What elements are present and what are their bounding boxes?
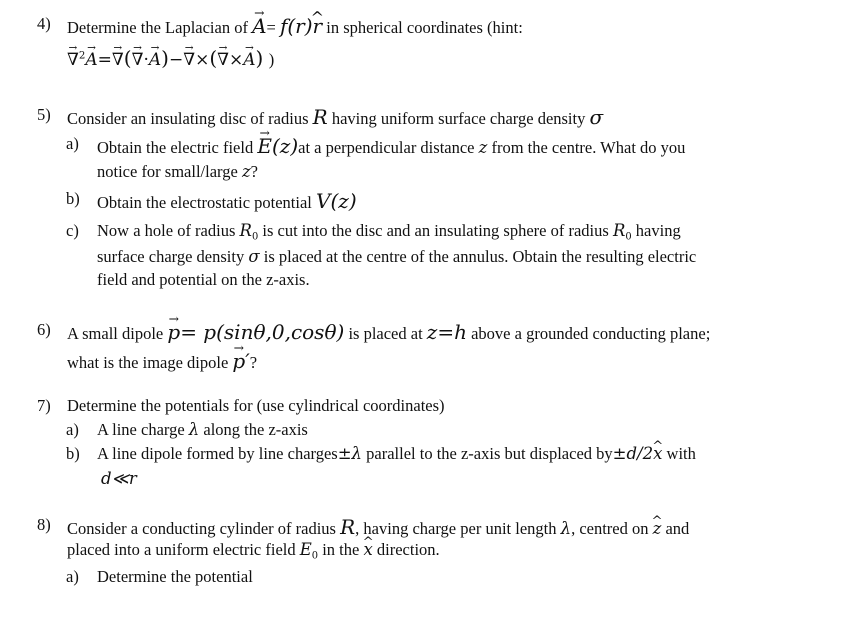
math-z: z (478, 138, 488, 157)
problem-7-line-1: Determine the potentials for (use cylindrical coordinates) (67, 396, 445, 415)
math-plus-minus-lambda: ±λ (337, 444, 363, 463)
problem-8-text-b: , having charge per unit length (355, 519, 557, 538)
problem-7b-text-1: A line dipole formed by line charges (97, 444, 338, 463)
problem-6-line-2-end: ? (249, 353, 258, 372)
problem-5b-line-1 (97, 189, 357, 213)
math-z-equals-h: z=h (426, 320, 467, 344)
math-R0: $R_0$ (239, 221, 259, 243)
problem-6-number: 6) (37, 320, 51, 339)
math-sigma: σ (589, 105, 604, 129)
math-sigma: σ (248, 247, 260, 266)
problem-7b-text-3: with (666, 444, 696, 463)
problem-6-text-after: above a grounded conducting plane; (471, 324, 711, 343)
problem-7b-text-2: parallel to the z-axis but displaced by (366, 444, 613, 463)
problem-8a-label: a) (66, 567, 79, 586)
problem-5-text: Consider an insulating disc of radius (67, 109, 309, 128)
problem-7a-text-1: A line charge (97, 420, 185, 439)
math-E-of-z: → E(z) (257, 134, 298, 158)
problem-5c-line-1 (97, 221, 681, 242)
math-z-hat: ^ z (653, 519, 662, 538)
problem-6-line-2-text: what is the image dipole (67, 353, 229, 372)
math-lambda: λ (560, 519, 572, 538)
problem-4-text: Determine the Laplacian of (67, 18, 248, 37)
math-R0: $R_0$ (612, 221, 632, 243)
problem-8a-line-1: Determine the potential (97, 567, 253, 586)
problem-8-text-c: , centred on (571, 519, 649, 538)
problem-7a-label: a) (66, 420, 79, 439)
math-V-of-z: V(z) (316, 189, 357, 213)
problem-5b-label: b) (66, 189, 80, 208)
math-p-prime: → p′ (232, 349, 249, 373)
problem-5a-line-2 (97, 162, 258, 182)
problem-5-line-1 (67, 105, 603, 129)
math-d-much-less-r: d≪r (101, 469, 137, 488)
math-vector-laplacian-identity: → ∇$^2$→ A=→ ∇(→ ∇·→ A)−→ ∇×(→ ∇×→ A) (67, 50, 269, 70)
problem-5c-line-2-text-b: is placed at the centre of the annulus. Obtain the resulting electric (263, 247, 697, 266)
problem-5c-line-3: field and potential on the z-axis. (97, 270, 310, 289)
problem-5a-line-1 (97, 134, 685, 158)
problem-8-text-d: and (665, 519, 690, 538)
problem-8-line-2 (67, 540, 440, 561)
math-displacement: ±d/2^ x (613, 444, 663, 463)
problem-5a-line-2-text: notice for small/large (97, 162, 238, 181)
problem-8-line-1 (67, 515, 689, 539)
problem-5c-line-2-text: surface charge density (97, 247, 245, 266)
math-x-hat: ^ x (363, 540, 372, 559)
problem-8-text: Consider a conducting cylinder of radius (67, 519, 336, 538)
problem-5-number: 5) (37, 105, 51, 124)
problem-5a-text-1: Obtain the electric field (97, 138, 254, 157)
problem-5c-label: c) (66, 221, 79, 240)
problem-5a-text-2: at a perpendicular distance (298, 138, 475, 157)
problem-5c-text-2: is cut into the disc and an insulating sphere of radius (262, 221, 609, 240)
math-R: R (312, 105, 328, 129)
problem-8-line-2-c: direction. (376, 540, 440, 559)
problem-4-hint-equation (67, 46, 274, 70)
problem-6-line-1 (67, 320, 710, 344)
problem-6-line-2 (67, 349, 257, 373)
problem-7a-text-2: along the z-axis (203, 420, 308, 439)
problem-6-text: A small dipole (67, 324, 164, 343)
problem-5c-line-2 (97, 247, 696, 267)
problem-5c-text-3: having (635, 221, 681, 240)
problem-7b-line-2 (97, 469, 137, 489)
math-lambda: λ (188, 420, 200, 439)
problem-6-text-mid: is placed at (348, 324, 423, 343)
problem-7b-label: b) (66, 444, 80, 463)
problem-4-text-after: in spherical coordinates (hint: (326, 18, 523, 37)
problem-5-text-after: having uniform surface charge density (331, 109, 586, 128)
math-R: R (340, 515, 356, 539)
math-E0: $E_0$ (299, 540, 319, 562)
problem-5c-text-1: Now a hole of radius (97, 221, 236, 240)
problem-5a-label: a) (66, 134, 79, 153)
problem-7a-line-1 (97, 420, 308, 440)
problem-4-number: 4) (37, 14, 51, 33)
problem-4-line-1 (67, 14, 523, 38)
problem-8-number: 8) (37, 515, 51, 534)
math-dipole-expression: → p= p(sinθ,0,cosθ) (167, 320, 344, 344)
math-z: z (241, 162, 251, 181)
problem-5a-text-3: from the centre. What do you (491, 138, 686, 157)
problem-5a-line-2-end: ? (250, 162, 258, 181)
problem-4-hint-close: ) (268, 50, 275, 69)
problem-7b-line-1 (97, 444, 696, 464)
math-vector-A: → A (252, 14, 266, 38)
equals-sign: = (266, 18, 276, 37)
problem-7-number: 7) (37, 396, 51, 415)
math-f-of-r-rhat: f(r)^ r (280, 14, 322, 38)
problem-8-line-2-b: in the (322, 540, 360, 559)
problem-5b-text-1: Obtain the electrostatic potential (97, 193, 312, 212)
problem-8-line-2-text: placed into a uniform electric field (67, 540, 296, 559)
